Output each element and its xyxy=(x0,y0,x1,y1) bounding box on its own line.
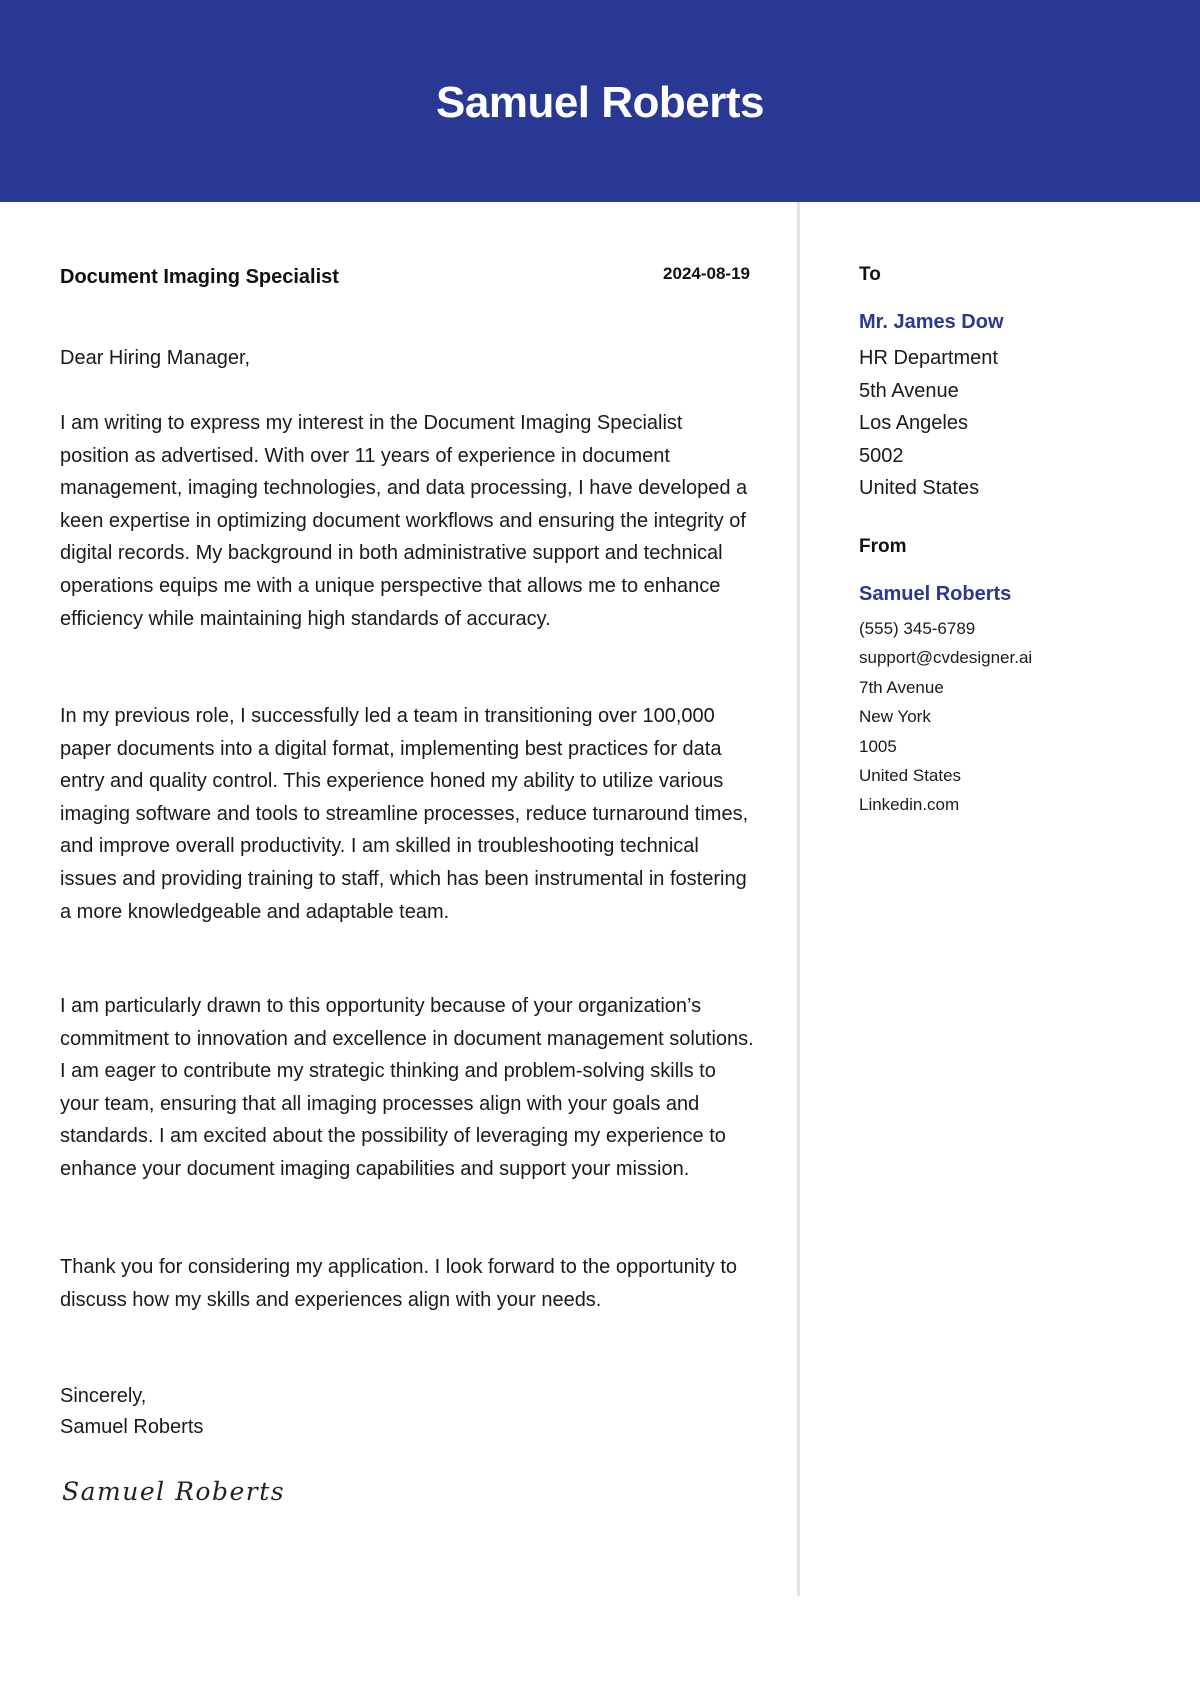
sender-postal-code: 1005 xyxy=(859,736,897,756)
recipient-address xyxy=(859,342,998,505)
recipient-country: United States xyxy=(859,477,980,500)
recipient-street: 5th Avenue xyxy=(859,379,959,402)
recipient-postal-code: 5002 xyxy=(859,444,904,467)
sender-name: Samuel Roberts xyxy=(859,583,1012,605)
header-banner xyxy=(0,0,1200,202)
paragraph-4: Thank you for considering my application. I look forward to the opportunity to discuss how my skills and experiences align with your needs. xyxy=(60,1256,738,1311)
closing-phrase: Sincerely, xyxy=(60,1385,147,1407)
paragraph-1: I am writing to express my interest in the Document Imaging Specialist position as advertised. With over 11 years of experience in document management, imaging technologies, and data processing, I have developed a keen expertise in optimizing document workflows and ensuring the integrity of digital records. My background in both administrative support and technical operations equips me with a unique perspective that allows me to enhance efficiency while maintaining high standards of accuracy. xyxy=(60,412,748,630)
to-heading: To xyxy=(859,264,881,285)
sender-email: support@cvdesigner.ai xyxy=(859,648,1033,668)
letter-date: 2024-08-19 xyxy=(663,264,750,283)
sender-linkedin: Linkedin.com xyxy=(859,795,960,815)
column-divider xyxy=(797,202,800,1596)
sender-street: 7th Avenue xyxy=(859,677,944,697)
recipient-department: HR Department xyxy=(859,347,998,369)
signature-text: Samuel Roberts xyxy=(62,1477,286,1506)
greeting: Dear Hiring Manager, xyxy=(60,347,251,369)
sender-city: New York xyxy=(859,707,931,727)
recipient-city: Los Angeles xyxy=(859,412,968,435)
applicant-name-heading: Samuel Roberts xyxy=(436,78,764,127)
signature xyxy=(60,1466,320,1516)
sender-phone: (555) 345-6789 xyxy=(859,619,976,638)
sender-contact xyxy=(859,614,1032,820)
job-title: Document Imaging Specialist xyxy=(60,266,339,288)
recipient-name: Mr. James Dow xyxy=(859,311,1004,333)
closing-name: Samuel Roberts xyxy=(60,1416,204,1438)
paragraph-3: I am particularly drawn to this opportunity because of your organization’s commitment to innovation and excellence in document management solutions. I am eager to contribute my strategic thinking and problem-solving skills to your team, ensuring that all imaging processes align with your goals and standards. I am excited about the possibility of leveraging my experience to enhance your document imaging capabilities and support your mission. xyxy=(60,995,754,1180)
from-heading: From xyxy=(859,536,907,557)
closing-block xyxy=(60,1381,755,1443)
sender-country: United States xyxy=(859,766,962,786)
paragraph-2: In my previous role, I successfully led a team in transitioning over 100,000 paper documents into a digital format, implementing best practices for data entry and quality control. This experience honed my ability to utilize various imaging software and tools to streamline processes, reduce turnaround times, and improve overall productivity. I am skilled in troubleshooting technical issues and providing training to staff, which has been instrumental in fostering a more knowledgeable and adaptable team. xyxy=(60,705,749,923)
